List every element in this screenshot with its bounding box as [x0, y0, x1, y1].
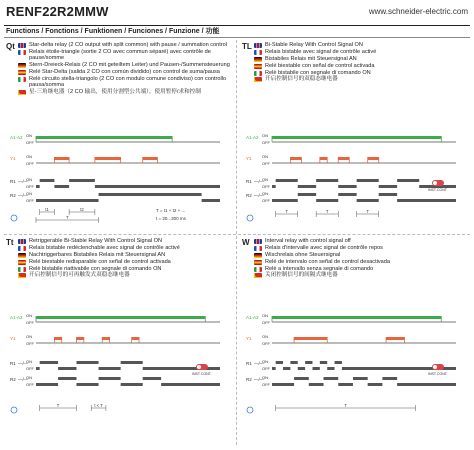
- power-icon: [11, 215, 17, 221]
- description-line: [18, 252, 234, 258]
- header: [4, 4, 470, 22]
- r2-gap: [99, 383, 121, 386]
- off-label: OFF: [26, 184, 34, 189]
- description-text: Stern-Dreieck-Relais (2 CO mit geteiltem Leiter) und Pausen-/Summensteuerung: [29, 62, 230, 69]
- description-text: Relè a intervallo senza segnale di comando: [265, 265, 374, 272]
- power-icon: [247, 407, 253, 413]
- on-label: ON: [26, 313, 32, 318]
- description-text: Relais bistable redéclenchable avec signal de contrôle activé: [29, 244, 180, 251]
- description-text: Relé Star-Delta (salida 2 CO con común dividido) con control de suma/pausa: [29, 68, 220, 75]
- r1-off-bar: [272, 367, 456, 370]
- toggle-knob-icon: [433, 181, 437, 185]
- on-label: ON: [26, 154, 32, 159]
- r1-on-bar: [305, 361, 312, 364]
- relay-contact-icon: —/—: [254, 361, 265, 366]
- panel-qt: [6, 42, 234, 232]
- panel-w: [242, 238, 470, 446]
- formula-label: t = 20...300 ms: [156, 216, 186, 221]
- on-label: ON: [262, 359, 268, 364]
- description-line: [254, 259, 470, 265]
- panel-tt: [6, 238, 234, 446]
- r1-gap: [40, 185, 55, 188]
- t-label: T: [285, 209, 289, 214]
- description-line: [18, 62, 234, 68]
- off-label: OFF: [26, 161, 34, 166]
- panel-tl: [242, 42, 470, 232]
- y1-signal-pulse: [95, 157, 121, 160]
- description-line: [18, 89, 234, 95]
- r2-label: R2: [246, 377, 252, 382]
- description-line: [18, 238, 234, 244]
- r2-label: R2: [10, 377, 16, 382]
- y1-signal-pulse: [320, 157, 327, 160]
- off-label: OFF: [262, 161, 270, 166]
- t-label: T: [325, 209, 329, 214]
- de-flag-icon: [18, 63, 26, 68]
- cn-flag-icon: [18, 90, 26, 95]
- r2-label: R2: [10, 193, 16, 198]
- it-flag-icon: [18, 77, 26, 82]
- function-code: TL: [242, 42, 252, 51]
- r1-on-bar: [335, 361, 342, 364]
- a1a2-signal-pulse: [272, 316, 441, 319]
- on-label: ON: [262, 334, 268, 339]
- timing-diagram: [242, 312, 470, 430]
- description-line: [18, 76, 234, 89]
- y1-signal-pulse: [76, 337, 83, 340]
- r1-gap: [397, 185, 419, 188]
- y1-signal-pulse: [132, 337, 139, 340]
- description-line: [254, 238, 470, 244]
- y1-label: Y1: [246, 336, 252, 341]
- r1-gap: [320, 367, 327, 370]
- power-icon: [11, 407, 17, 413]
- t2-label: t2: [80, 207, 84, 212]
- r2-gap: [99, 199, 202, 202]
- off-label: OFF: [26, 140, 34, 145]
- gb-flag-icon: [18, 239, 26, 244]
- a1a2-label: A1-A2: [10, 315, 23, 320]
- description-line: [18, 69, 234, 75]
- on-label: ON: [262, 313, 268, 318]
- relay-contact-icon: —/—: [254, 377, 265, 382]
- r2-on-bar: [353, 377, 368, 380]
- y1-label: Y1: [10, 336, 16, 341]
- function-description: [254, 238, 470, 279]
- on-label: ON: [262, 375, 268, 380]
- timing-diagram: [6, 312, 234, 430]
- cont-label: CONT.: [437, 372, 448, 376]
- relay-contact-icon: —/—: [18, 193, 29, 198]
- description-line: [18, 49, 234, 62]
- r2-gap: [338, 199, 356, 202]
- cn-flag-icon: [18, 273, 26, 278]
- website-url[interactable]: www.schneider-electric.com: [368, 7, 468, 16]
- toggle-knob-icon: [433, 365, 437, 369]
- y1-label: Y1: [10, 156, 16, 161]
- r1-on-bar: [121, 361, 143, 364]
- y1-signal-pulse: [54, 337, 61, 340]
- r1-gap: [305, 367, 312, 370]
- r1-on-bar: [316, 179, 338, 182]
- y1-signal-pulse: [294, 337, 327, 340]
- fr-flag-icon: [254, 50, 262, 55]
- r1-on-bar: [290, 361, 297, 364]
- r2-on-bar: [294, 377, 309, 380]
- description-line: [254, 252, 470, 258]
- function-code: Tt: [6, 238, 14, 247]
- description-text: Nachtriggerbares Bistabiles Relais mit Steuersignal AN: [29, 251, 166, 258]
- a1a2-signal-pulse: [272, 136, 441, 139]
- cn-flag-icon: [254, 273, 262, 278]
- on-label: ON: [262, 154, 268, 159]
- relay-contact-icon: —/—: [254, 193, 265, 198]
- y1-signal-pulse: [54, 157, 69, 160]
- on-label: ON: [26, 133, 32, 138]
- r1-gap: [276, 185, 298, 188]
- it-flag-icon: [18, 267, 26, 272]
- r2-gap: [298, 199, 316, 202]
- y1-signal-pulse: [386, 337, 404, 340]
- a1a2-signal-pulse: [36, 136, 172, 139]
- de-flag-icon: [18, 253, 26, 258]
- fr-flag-icon: [18, 50, 26, 55]
- description-line: [254, 266, 470, 272]
- function-description: [18, 238, 234, 279]
- description-text: Relè bistabile riattivabile con segnale di comando ON: [29, 265, 162, 272]
- description-text: 开启控制信号的可再触发式双稳态继电器: [29, 272, 130, 279]
- inst-label: INST.: [192, 372, 201, 376]
- on-label: ON: [26, 359, 32, 364]
- off-label: OFF: [26, 341, 34, 346]
- tt-label: t < T: [94, 403, 103, 408]
- off-label: OFF: [262, 320, 270, 325]
- function-description: [254, 42, 470, 83]
- t-label: T: [65, 215, 69, 220]
- description-text: Bistabiles Relais mit Steuersignal AN: [265, 55, 357, 62]
- gb-flag-icon: [254, 239, 262, 244]
- function-code: Qt: [6, 42, 15, 51]
- es-flag-icon: [254, 64, 262, 69]
- description-line: [254, 42, 470, 48]
- de-flag-icon: [254, 57, 262, 62]
- description-text: Star-delta relay (2 CO output with split common) with pause / summation control: [29, 42, 228, 48]
- a1a2-label: A1-A2: [246, 135, 259, 140]
- relay-contact-icon: —/—: [18, 361, 29, 366]
- function-description: [18, 42, 234, 96]
- on-label: ON: [262, 133, 268, 138]
- description-text: Interval relay with control signal off: [265, 238, 351, 244]
- cont-label: CONT.: [201, 372, 212, 376]
- y1-signal-pulse: [143, 157, 158, 160]
- r1-off-bar: [36, 185, 220, 188]
- r1-gap: [121, 367, 143, 370]
- y1-signal-pulse: [368, 157, 379, 160]
- relay-contact-icon: —/—: [254, 179, 265, 184]
- power-icon: [247, 215, 253, 221]
- timing-diagram: [6, 132, 234, 232]
- description-line: [18, 245, 234, 251]
- description-text: 开启控制信号的双稳态继电器: [265, 76, 338, 83]
- description-line: [18, 266, 234, 272]
- r2-gap: [379, 199, 397, 202]
- r1-gap: [276, 367, 283, 370]
- vertical-divider: [236, 40, 237, 445]
- r1-label: R1: [10, 361, 16, 366]
- r2-on-bar: [99, 193, 202, 196]
- r1-on-bar: [276, 361, 283, 364]
- r2-on-bar: [379, 193, 397, 196]
- cn-flag-icon: [254, 77, 262, 82]
- es-flag-icon: [18, 260, 26, 265]
- t1-label: t1: [45, 207, 49, 212]
- gb-flag-icon: [254, 43, 262, 48]
- description-text: Relais d'intervalle avec signal de contrôle repos: [265, 244, 383, 251]
- r1-on-bar: [276, 179, 298, 182]
- inst-label: INST.: [428, 188, 437, 192]
- r1-label: R1: [246, 361, 252, 366]
- description-text: Relais bistable avec signal de contrôle activé: [265, 48, 377, 55]
- relay-contact-icon: —/—: [18, 179, 29, 184]
- r2-label: R2: [246, 193, 252, 198]
- description-line: [18, 272, 234, 278]
- inst-label: INST.: [428, 372, 437, 376]
- description-text: Relé biestable con señal de control activada: [265, 62, 375, 69]
- it-flag-icon: [254, 71, 262, 76]
- timing-diagram: [242, 132, 470, 232]
- r2-on-bar: [338, 193, 356, 196]
- r2-gap: [294, 383, 309, 386]
- r1-gap: [76, 367, 98, 370]
- gb-flag-icon: [18, 43, 26, 48]
- r2-gap: [143, 383, 161, 386]
- description-text: Relè circuito stella-triangolo (2 CO con modulo comune condiviso) con controllo pausa/somma: [29, 75, 227, 89]
- r1-gap: [335, 367, 342, 370]
- r1-on-bar: [40, 361, 58, 364]
- formula-label: T = t1 + t2 + ...: [156, 208, 186, 213]
- description-line: [254, 56, 470, 62]
- description-line: [254, 63, 470, 69]
- description-line: [18, 259, 234, 265]
- on-label: ON: [26, 191, 32, 196]
- fr-flag-icon: [18, 246, 26, 251]
- horizontal-divider: [4, 234, 470, 235]
- description-text: 星-三角继电器（2 CO 输出，使用分割型公共端），使用暂停/求和控制: [29, 89, 201, 96]
- off-label: OFF: [262, 198, 270, 203]
- functions-bar: [4, 25, 470, 38]
- relay-contact-icon: —/—: [18, 377, 29, 382]
- off-label: OFF: [262, 382, 270, 387]
- a1a2-label: A1-A2: [246, 315, 259, 320]
- r1-label: R1: [246, 179, 252, 184]
- description-line: [254, 49, 470, 55]
- r1-gap: [357, 185, 379, 188]
- r1-gap: [69, 185, 95, 188]
- functions-bar-label: Functions / Fonctions / Funktionen / Funciones / Funzione / 功能: [6, 28, 220, 35]
- description-text: Bi-Stable Relay With Control Signal ON: [265, 42, 363, 48]
- a1a2-label: A1-A2: [10, 135, 23, 140]
- on-label: ON: [262, 177, 268, 182]
- r1-on-bar: [40, 179, 55, 182]
- r2-on-bar: [298, 193, 316, 196]
- description-line: [254, 272, 470, 278]
- description-text: Relé biestable redisparable con señal de control activada: [29, 258, 171, 265]
- r1-gap: [290, 367, 297, 370]
- es-flag-icon: [254, 260, 262, 265]
- on-label: ON: [262, 191, 268, 196]
- r2-on-bar: [382, 377, 397, 380]
- a1a2-signal-pulse: [36, 316, 205, 319]
- r2-gap: [324, 383, 339, 386]
- toggle-knob-icon: [197, 365, 201, 369]
- t-label: T: [344, 403, 347, 408]
- r2-on-bar: [99, 377, 121, 380]
- description-line: [254, 76, 470, 82]
- r1-label: R1: [10, 179, 16, 184]
- r1-on-bar: [357, 179, 379, 182]
- de-flag-icon: [254, 253, 262, 258]
- es-flag-icon: [18, 70, 26, 75]
- r2-gap: [58, 383, 76, 386]
- description-text: Relè bistabile con segnale di comando ON: [265, 69, 371, 76]
- description-line: [254, 245, 470, 251]
- r1-gap: [40, 367, 58, 370]
- r2-on-bar: [324, 377, 339, 380]
- on-label: ON: [26, 177, 32, 182]
- it-flag-icon: [254, 267, 262, 272]
- description-text: Relais étoile-triangle (sortie 2 CO avec commun séparé) avec contrôle de pause/somme: [29, 48, 211, 62]
- off-label: OFF: [262, 140, 270, 145]
- off-label: OFF: [26, 382, 34, 387]
- r2-gap: [382, 383, 397, 386]
- r2-on-bar: [58, 377, 76, 380]
- description-line: [254, 70, 470, 76]
- y1-label: Y1: [246, 156, 252, 161]
- r2-on-bar: [143, 377, 161, 380]
- r1-on-bar: [397, 179, 419, 182]
- r1-gap: [316, 185, 338, 188]
- off-label: OFF: [26, 198, 34, 203]
- description-text: Wischrelais ohne Steuersignal: [265, 251, 341, 258]
- off-label: OFF: [262, 366, 270, 371]
- r1-on-bar: [76, 361, 98, 364]
- r1-on-bar: [69, 179, 95, 182]
- t-label: T: [56, 403, 60, 408]
- description-text: Relé de intervalo con señal de control desactivada: [265, 258, 391, 265]
- on-label: ON: [26, 375, 32, 380]
- r2-gap: [353, 383, 368, 386]
- description-text: Retriggerable Bi-Stable Relay With Control Signal ON: [29, 238, 163, 244]
- description-text: 关闭控制信号的间隔式继电器: [265, 272, 338, 279]
- r1-on-bar: [320, 361, 327, 364]
- on-label: ON: [26, 334, 32, 339]
- off-label: OFF: [26, 320, 34, 325]
- t-label: T: [366, 209, 369, 214]
- y1-signal-pulse: [290, 157, 301, 160]
- y1-signal-pulse: [102, 337, 109, 340]
- off-label: OFF: [26, 366, 34, 371]
- page-title: RENF22R2MMW: [6, 4, 109, 19]
- off-label: OFF: [262, 341, 270, 346]
- fr-flag-icon: [254, 246, 262, 251]
- function-code: W: [242, 238, 250, 247]
- description-line: [18, 42, 234, 48]
- off-label: OFF: [262, 184, 270, 189]
- y1-signal-pulse: [338, 157, 349, 160]
- cont-label: CONT.: [437, 188, 448, 192]
